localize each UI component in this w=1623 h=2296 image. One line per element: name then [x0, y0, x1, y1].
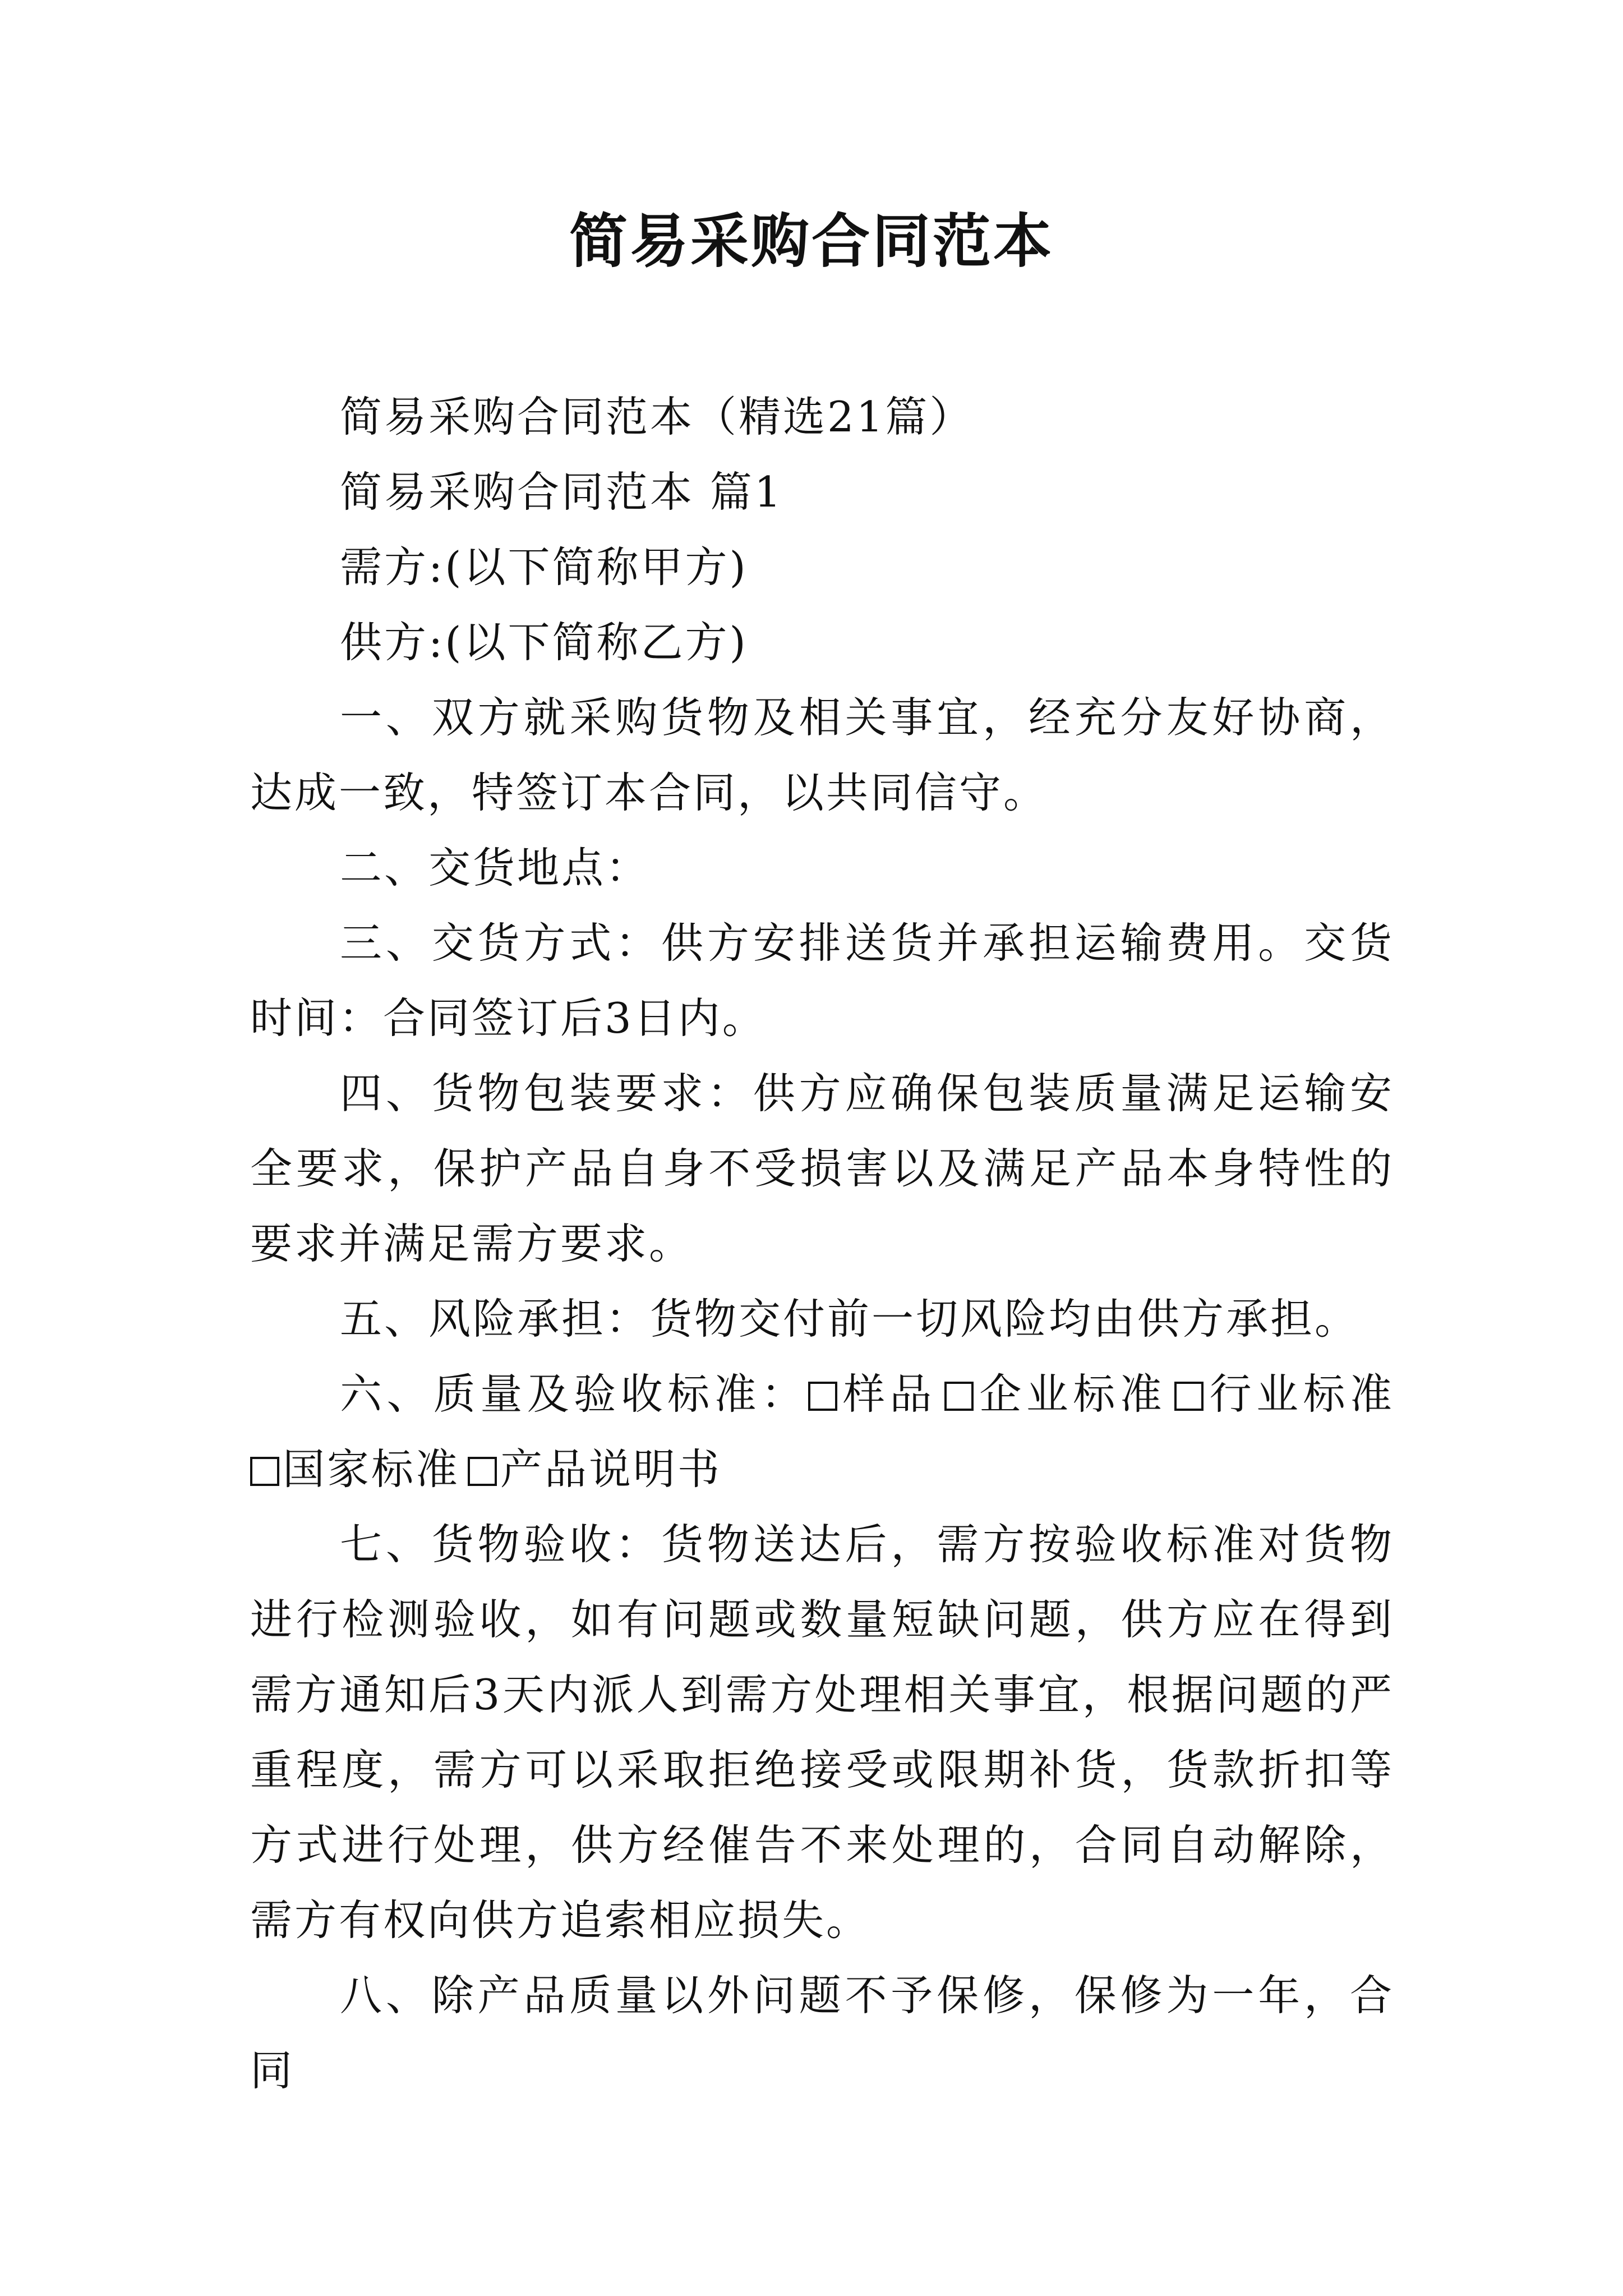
option-enterprise-standard — [937, 1369, 1166, 1419]
clause-1: 一、双方就采购货物及相关事宜，经充分友好协商，达成一致，特签订本合同，以共同信守。 — [250, 693, 1394, 817]
clause-8: 八、除产品质量以外问题不予保修，保修为一年，合同 — [250, 1971, 1394, 2095]
clause-7: 七、货物验收：货物送达后，需方按验收标准对货物进行检测验收，如有问题或数量短缺问题，供方应在得到需方通知后3天内派人到需方处理相关事宜，根据问题的严重程度，需方可以采取拒绝接受或限期补货，货款折扣等方式进行处理，供方经催告不来处理的，合同自动解除，需方有权向供方追索相应损失。 — [250, 1520, 1394, 1945]
option-industry-standard — [1166, 1369, 1394, 1419]
option-industry-standard-label: 行业标准 — [1207, 1369, 1394, 1419]
checkbox-sample[interactable] — [808, 1382, 837, 1411]
option-national-standard — [250, 1444, 460, 1494]
subtitle: 简易采购合同范本（精选21篇） — [340, 392, 974, 441]
checkbox-enterprise-standard[interactable] — [944, 1382, 974, 1411]
checkbox-product-manual[interactable] — [468, 1457, 497, 1486]
clause-2: 二、交货地点： — [340, 843, 651, 892]
document-body — [250, 379, 1394, 2108]
option-sample — [808, 1369, 937, 1419]
clause-6-prefix: 六、质量及验收标准： — [340, 1369, 808, 1419]
option-national-standard-label: 国家标准 — [283, 1444, 460, 1494]
option-product-manual — [460, 1444, 722, 1494]
buyer-line: 需方:(以下简称甲方) — [340, 542, 748, 592]
clause-6 — [250, 1356, 1394, 1507]
supplier-line: 供方:(以下简称乙方) — [340, 618, 748, 667]
document-title: 简易采购合同范本 — [569, 207, 1054, 275]
option-enterprise-standard-label: 企业标准 — [976, 1369, 1167, 1419]
section-heading: 简易采购合同范本 篇1 — [340, 467, 783, 517]
clause-5: 五、风险承担：货物交付前一切风险均由供方承担。 — [340, 1294, 1359, 1343]
option-product-manual-label: 产品说明书 — [500, 1444, 722, 1494]
checkbox-national-standard[interactable] — [250, 1457, 279, 1486]
option-sample-label: 样品 — [840, 1369, 937, 1419]
clause-3: 三、交货方式：供方安排送货并承担运输费用。交货时间：合同签订后3日内。 — [250, 918, 1394, 1043]
clause-4: 四、货物包装要求：供方应确保包装质量满足运输安全要求，保护产品自身不受损害以及满足产品本身特性的要求并满足需方要求。 — [250, 1069, 1394, 1268]
checkbox-industry-standard[interactable] — [1174, 1382, 1204, 1411]
